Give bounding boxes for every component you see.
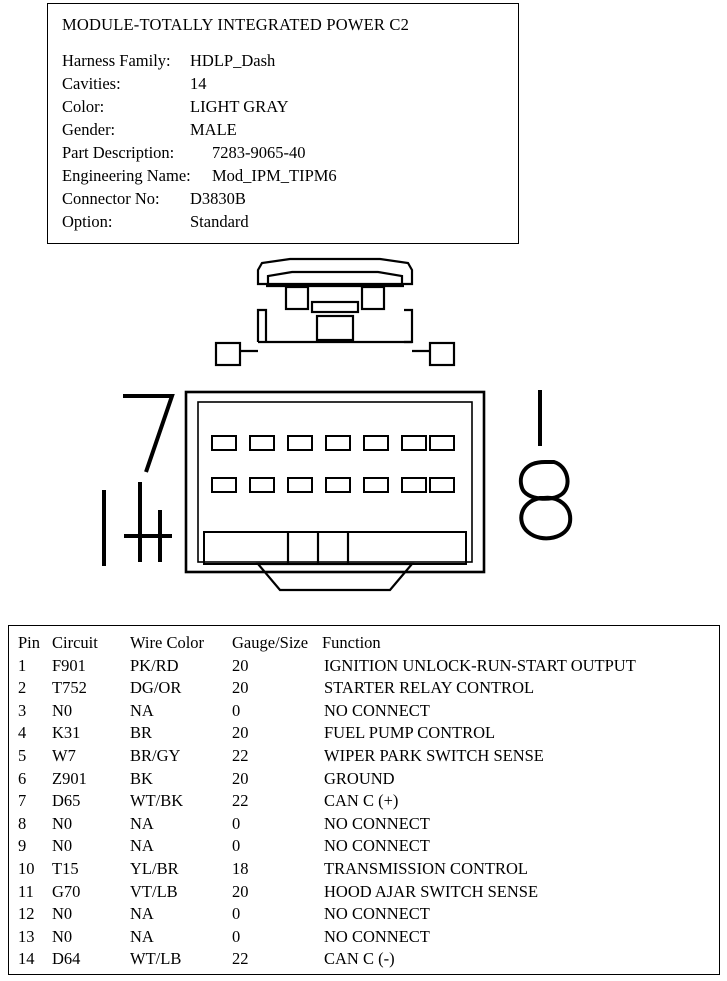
info-row-part-description: [62, 141, 504, 164]
cavity-4: [326, 436, 350, 450]
cell-circuit: K31: [52, 723, 81, 743]
cell-function: WIPER PARK SWITCH SENSE: [324, 745, 544, 765]
cell-gauge: 22: [232, 745, 249, 765]
info-label: Part Description:: [62, 143, 175, 162]
cell-function: TRANSMISSION CONTROL: [324, 858, 528, 878]
cell-gauge: 0: [232, 700, 241, 720]
cell-pin: 14: [18, 949, 35, 969]
col-header-gauge: Gauge/Size: [232, 633, 309, 652]
table-row: [9, 677, 719, 700]
cell-color: WT/BK: [130, 791, 184, 811]
cell-color: NA: [130, 904, 154, 924]
info-label: Gender:: [62, 120, 116, 139]
table-row: [9, 881, 719, 904]
cell-color: PK/RD: [130, 655, 179, 675]
cell-color: NA: [130, 700, 154, 720]
cell-circuit: N0: [52, 904, 73, 924]
cell-circuit: T15: [52, 858, 79, 878]
cell-circuit: F901: [52, 655, 86, 675]
cell-function: CAN C (-): [324, 949, 395, 969]
table-row: [9, 790, 719, 813]
cell-gauge: 22: [232, 791, 249, 811]
cell-function: STARTER RELAY CONTROL: [324, 678, 535, 698]
cavity-14: [212, 478, 236, 492]
cell-color: YL/BR: [130, 858, 179, 878]
cell-circuit: N0: [52, 836, 73, 856]
col-header-function: Function: [322, 633, 381, 652]
cell-function: NO CONNECT: [324, 700, 430, 720]
cell-function: HOOD AJAR SWITCH SENSE: [324, 881, 539, 901]
cell-color: BR/GY: [130, 745, 181, 765]
info-row-cavities: [62, 72, 504, 95]
info-row-connector-no: [62, 187, 504, 210]
info-value: HDLP_Dash: [190, 51, 276, 70]
cavity-9: [402, 478, 426, 492]
info-label: Connector No:: [62, 189, 160, 208]
cell-color: NA: [130, 836, 154, 856]
cavity-11: [326, 478, 350, 492]
info-value: 14: [190, 74, 207, 93]
cell-circuit: N0: [52, 813, 73, 833]
table-row: [9, 655, 719, 678]
info-value: Mod_IPM_TIPM6: [212, 166, 337, 185]
cell-gauge: 20: [232, 881, 249, 901]
info-label: Option:: [62, 212, 113, 231]
cavity-3: [364, 436, 388, 450]
cell-color: BR: [130, 723, 153, 743]
connector-title: MODULE-TOTALLY INTEGRATED POWER C2: [62, 15, 410, 34]
info-value: D3830B: [190, 189, 246, 208]
cell-color: NA: [130, 813, 154, 833]
info-row-option: [62, 210, 504, 233]
cell-gauge: 0: [232, 813, 241, 833]
cell-circuit: W7: [52, 745, 76, 765]
info-row-engineering-name: [62, 164, 504, 187]
info-value: MALE: [190, 120, 237, 139]
cell-pin: 10: [18, 858, 35, 878]
cell-circuit: D64: [52, 949, 81, 969]
cavity-6: [250, 436, 274, 450]
cell-circuit: T752: [52, 678, 87, 698]
cell-pin: 1: [18, 655, 27, 675]
col-header-pin: Pin: [18, 633, 41, 652]
table-row: [9, 722, 719, 745]
connector-info-box: [47, 3, 519, 244]
cell-color: DG/OR: [130, 678, 182, 698]
table-row: [9, 745, 719, 768]
cell-pin: 12: [18, 904, 35, 924]
cell-circuit: N0: [52, 926, 73, 946]
cell-gauge: 20: [232, 768, 249, 788]
cell-function: NO CONNECT: [324, 836, 430, 856]
cell-function: NO CONNECT: [324, 904, 430, 924]
cell-circuit: D65: [52, 791, 81, 811]
cell-function: CAN C (+): [324, 791, 399, 811]
cell-pin: 11: [18, 881, 34, 901]
numeral-8-top: [521, 462, 568, 499]
cell-gauge: 20: [232, 655, 249, 675]
pin-table: [9, 632, 719, 971]
cell-function: NO CONNECT: [324, 813, 430, 833]
info-value: LIGHT GRAY: [190, 97, 289, 116]
info-value: 7283-9065-40: [212, 143, 306, 162]
cell-function: NO CONNECT: [324, 926, 430, 946]
info-value: Standard: [190, 212, 249, 231]
info-row-color: [62, 95, 504, 118]
cavity-2: [402, 436, 426, 450]
table-row: [9, 700, 719, 723]
cell-color: NA: [130, 926, 154, 946]
cell-gauge: 18: [232, 858, 249, 878]
cavity-5: [288, 436, 312, 450]
cell-pin: 3: [18, 700, 27, 720]
info-label: Engineering Name:: [62, 166, 191, 185]
cell-color: VT/LB: [130, 881, 178, 901]
table-row: [9, 858, 719, 881]
info-row-gender: [62, 118, 504, 141]
table-row: [9, 835, 719, 858]
connector-drawing: [0, 250, 727, 620]
col-header-circuit: Circuit: [52, 633, 98, 652]
cell-circuit: N0: [52, 700, 73, 720]
cell-function: IGNITION UNLOCK-RUN-START OUTPUT: [324, 655, 636, 675]
pin-table-box: [8, 625, 720, 975]
cavity-13: [250, 478, 274, 492]
cell-gauge: 22: [232, 949, 249, 969]
cell-pin: 4: [18, 723, 27, 743]
cavity-10: [364, 478, 388, 492]
info-row-harness-family: [62, 49, 504, 72]
table-row: [9, 926, 719, 949]
cell-function: FUEL PUMP CONTROL: [324, 723, 496, 743]
table-row: [9, 903, 719, 926]
cell-circuit: G70: [52, 881, 81, 901]
cell-gauge: 0: [232, 926, 241, 946]
info-label: Cavities:: [62, 74, 121, 93]
cavity-8: [430, 478, 454, 492]
cell-gauge: 20: [232, 723, 249, 743]
table-row: [9, 813, 719, 836]
cell-pin: 2: [18, 678, 27, 698]
cell-gauge: 0: [232, 836, 241, 856]
cell-pin: 9: [18, 836, 27, 856]
numeral-8-bottom: [521, 498, 570, 539]
cell-color: BK: [130, 768, 153, 788]
cavity-1: [430, 436, 454, 450]
cell-pin: 6: [18, 768, 27, 788]
table-row: [9, 768, 719, 791]
cavity-12: [288, 478, 312, 492]
table-row: [9, 948, 719, 971]
cell-circuit: Z901: [52, 768, 87, 788]
cell-pin: 7: [18, 791, 27, 811]
numeral-7-stroke: [123, 396, 172, 472]
col-header-wire-color: Wire Color: [130, 633, 205, 652]
pin-table-header-row: [9, 632, 719, 655]
cell-pin: 5: [18, 745, 27, 765]
cavity-7: [212, 436, 236, 450]
cell-pin: 13: [18, 926, 35, 946]
cell-pin: 8: [18, 813, 27, 833]
cell-gauge: 0: [232, 904, 241, 924]
cell-function: GROUND: [324, 768, 395, 788]
cell-gauge: 20: [232, 678, 249, 698]
cell-color: WT/LB: [130, 949, 182, 969]
info-label: Color:: [62, 97, 105, 116]
info-label: Harness Family:: [62, 51, 171, 70]
connector-diagram-svg: [0, 250, 727, 620]
